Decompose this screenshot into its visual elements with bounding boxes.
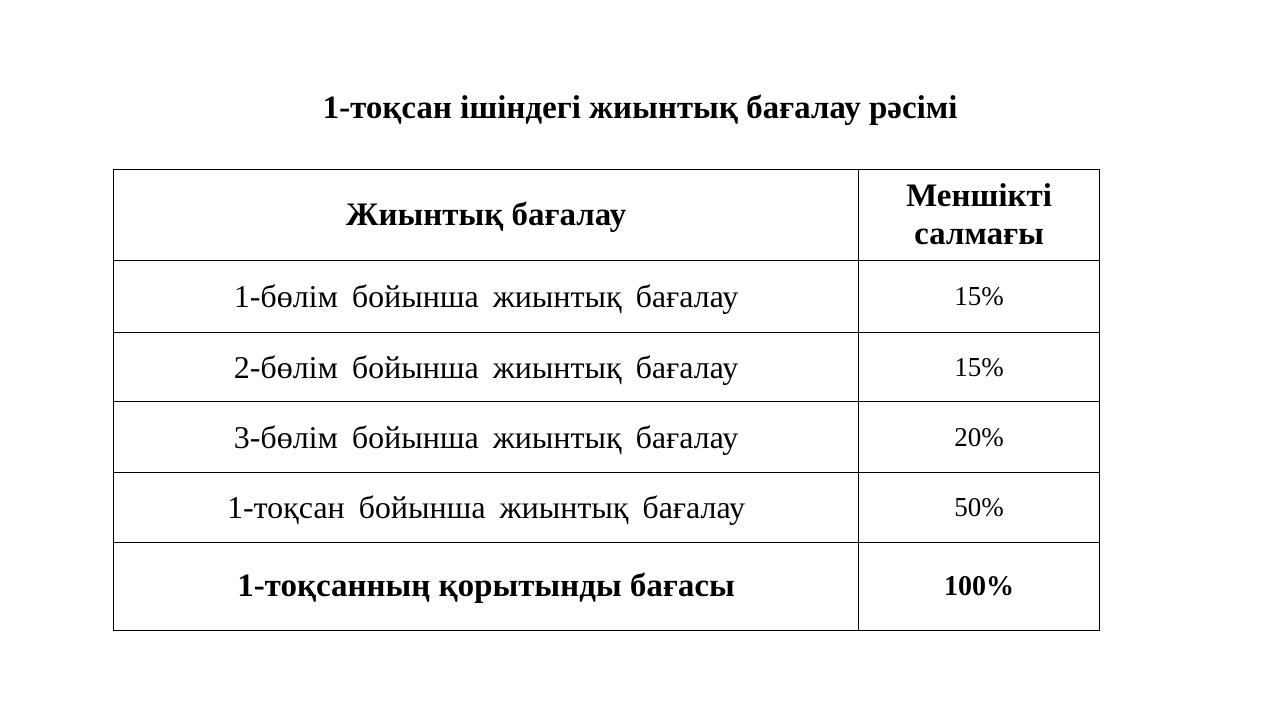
row-label: 3-бөлім бойынша жиынтық бағалау [114,402,859,473]
table-row [114,333,1100,402]
table-row [114,402,1100,473]
row-label: 2-бөлім бойынша жиынтық бағалау [114,333,859,402]
row-weight: 50% [859,473,1100,543]
table-total-row [114,543,1100,631]
table-row [114,473,1100,543]
table-header-row [114,170,1100,261]
column-header-assessment: Жиынтық бағалау [114,170,859,261]
column-header-weight: Меншікті салмағы [859,170,1100,261]
row-weight: 15% [859,333,1100,402]
assessment-weights-table [113,169,1100,631]
row-label: 1-тоқсан бойынша жиынтық бағалау [114,473,859,543]
table-row [114,261,1100,333]
total-weight: 100% [859,543,1100,631]
row-weight: 20% [859,402,1100,473]
total-label: 1-тоқсанның қорытынды бағасы [114,543,859,631]
row-label: 1-бөлім бойынша жиынтық бағалау [114,261,859,333]
page-title: 1-тоқсан ішіндегі жиынтық бағалау рәсімі [322,90,958,126]
row-weight: 15% [859,261,1100,333]
